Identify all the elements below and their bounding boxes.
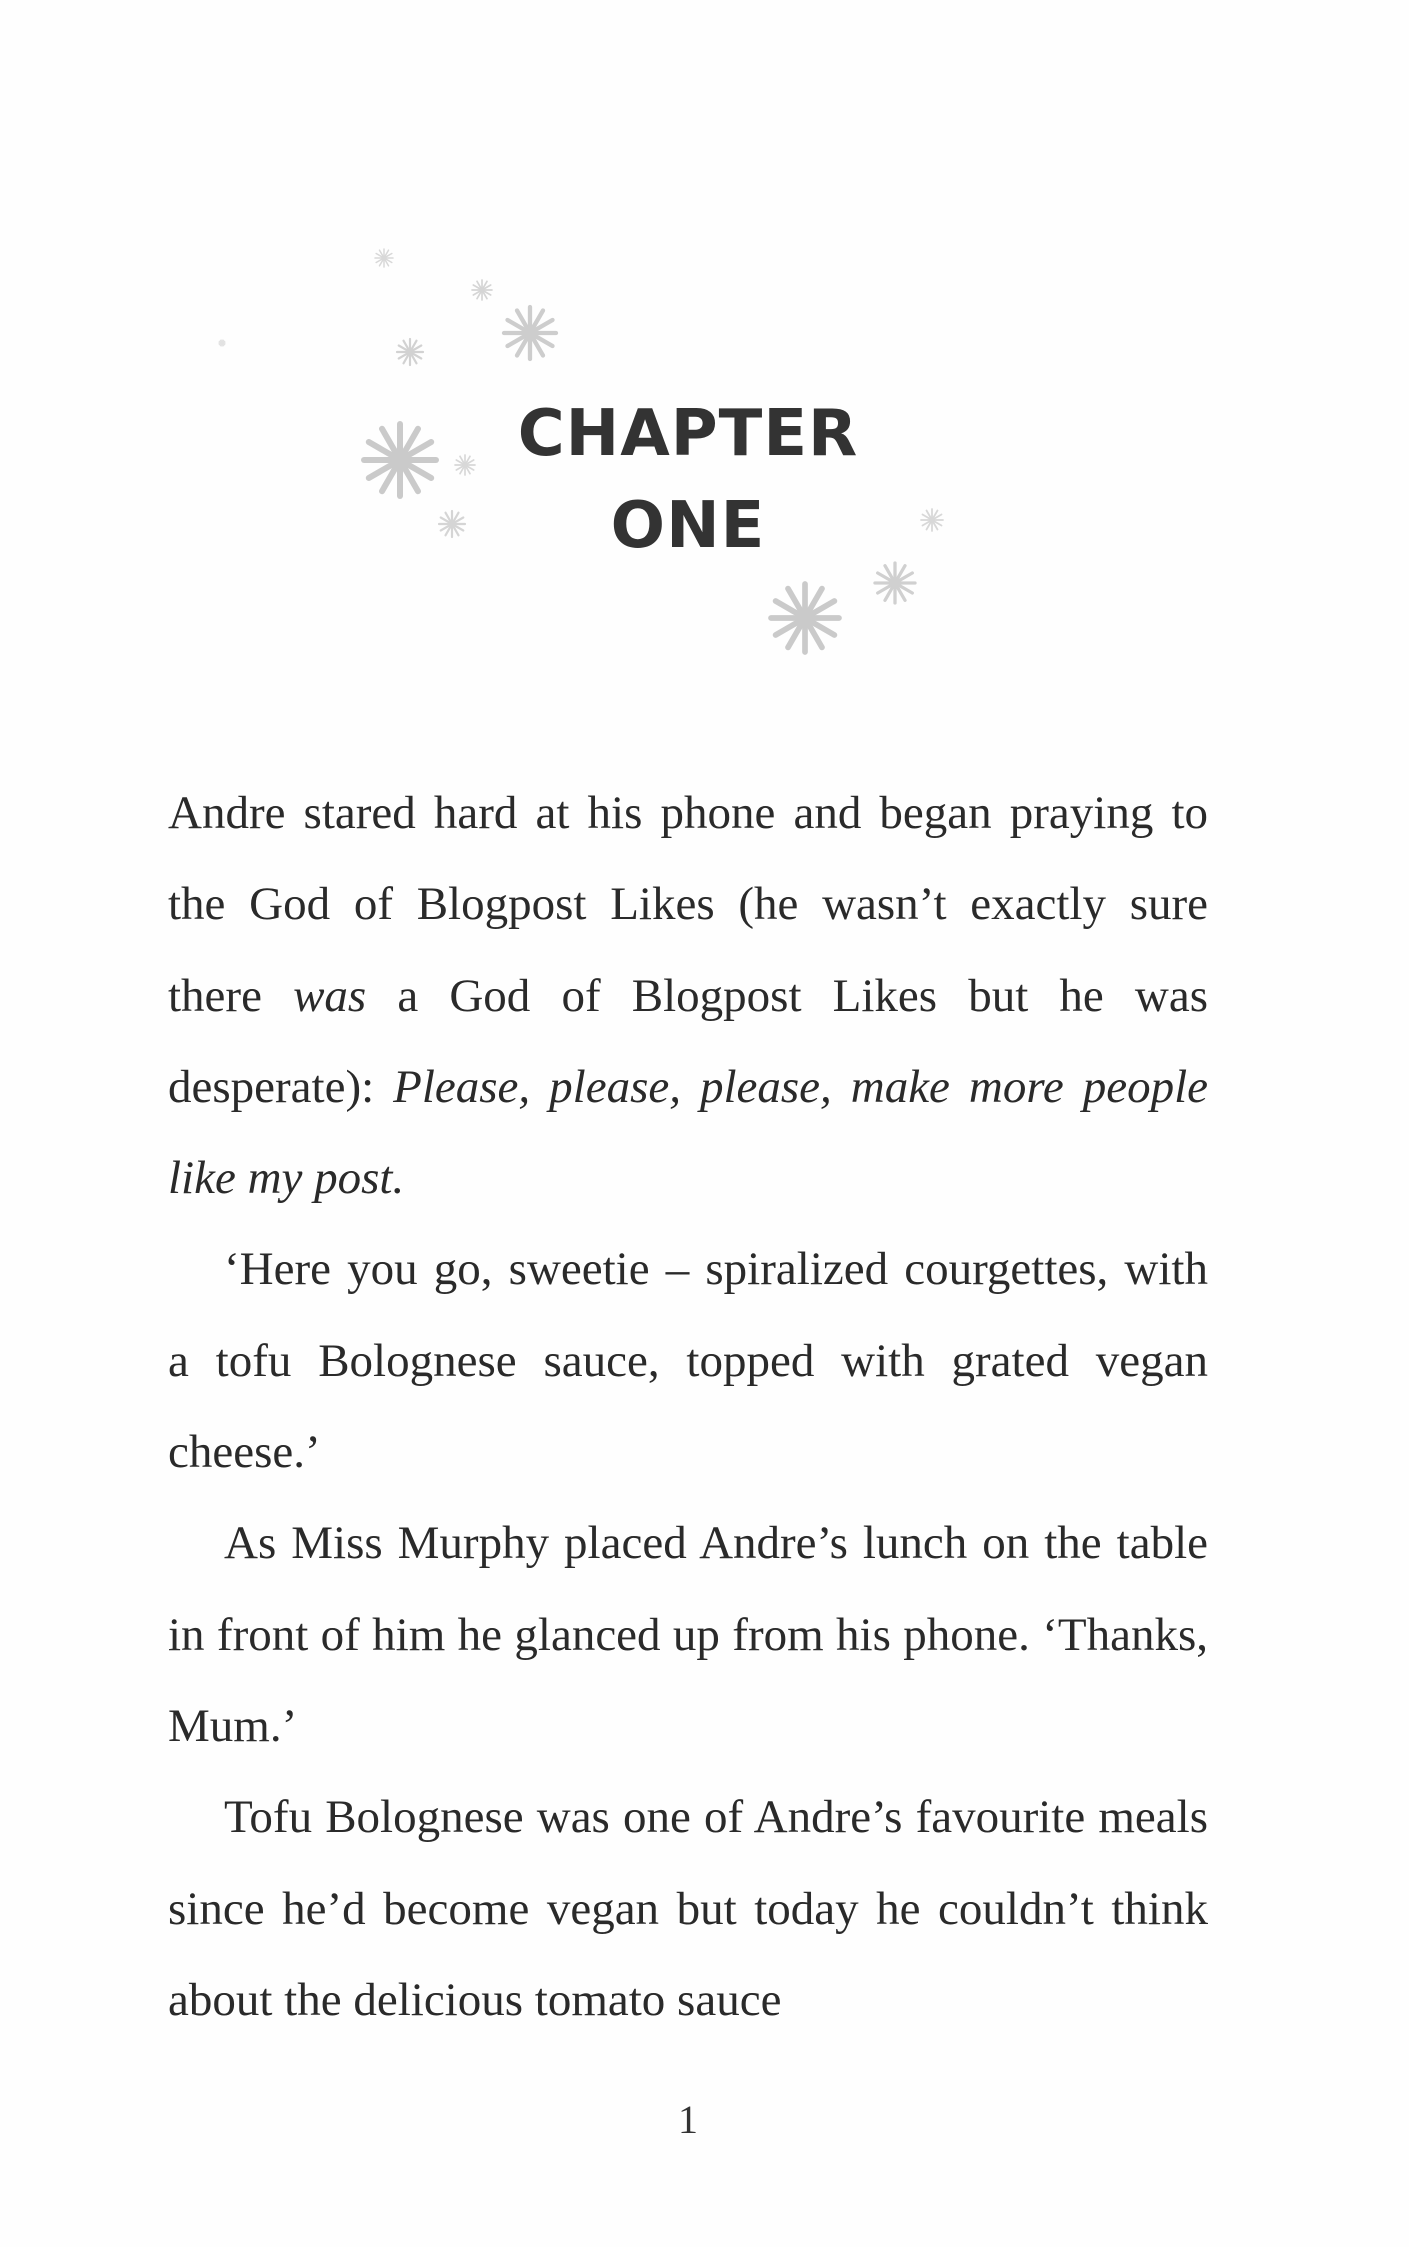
chapter-body-text	[168, 768, 1208, 2046]
star-cluster-decoration	[0, 0, 1409, 760]
paragraph	[168, 1498, 1208, 1772]
paragraph	[168, 1772, 1208, 2046]
paragraph	[168, 1224, 1208, 1498]
paragraph	[168, 768, 1208, 1224]
text-segment: As Miss Murphy placed Andre’s lunch on the table in front of him he glanced up from his phone. ‘Thanks, Mum.’	[168, 1517, 1208, 1752]
italic-text-segment: was	[293, 969, 367, 1022]
chapter-label: CHAPTER	[517, 397, 859, 471]
page-number: 1	[678, 2097, 698, 2142]
text-segment: a God of Blogpost Likes but he was desperate):	[168, 969, 1208, 1113]
sparkle-star-icon	[771, 584, 839, 652]
chapter-number: ONE	[610, 489, 766, 563]
sparkle-star-icon	[875, 563, 915, 603]
sparkle-star-icon	[219, 340, 225, 346]
italic-text-segment: Please, please, please, make more people like my post.	[168, 1060, 1208, 1205]
sparkle-star-icon	[504, 307, 556, 359]
text-segment: Tofu Bolognese was one of Andre’s favourite meals since he’d become vegan but today he couldn’t think about the delicious tomato sauce	[168, 1791, 1208, 2026]
sparkle-star-icon	[472, 280, 492, 300]
sparkle-star-icon	[375, 249, 393, 267]
sparkle-star-icon	[397, 339, 423, 365]
text-segment: Andre stared hard at his phone and began praying to the God of Blogpost Likes (he wasn’t exactly sure there	[168, 787, 1208, 1022]
text-segment: ‘Here you go, sweetie – spiralized courgettes, with a tofu Bolognese sauce, topped with grated vegan cheese.’	[168, 1243, 1208, 1479]
